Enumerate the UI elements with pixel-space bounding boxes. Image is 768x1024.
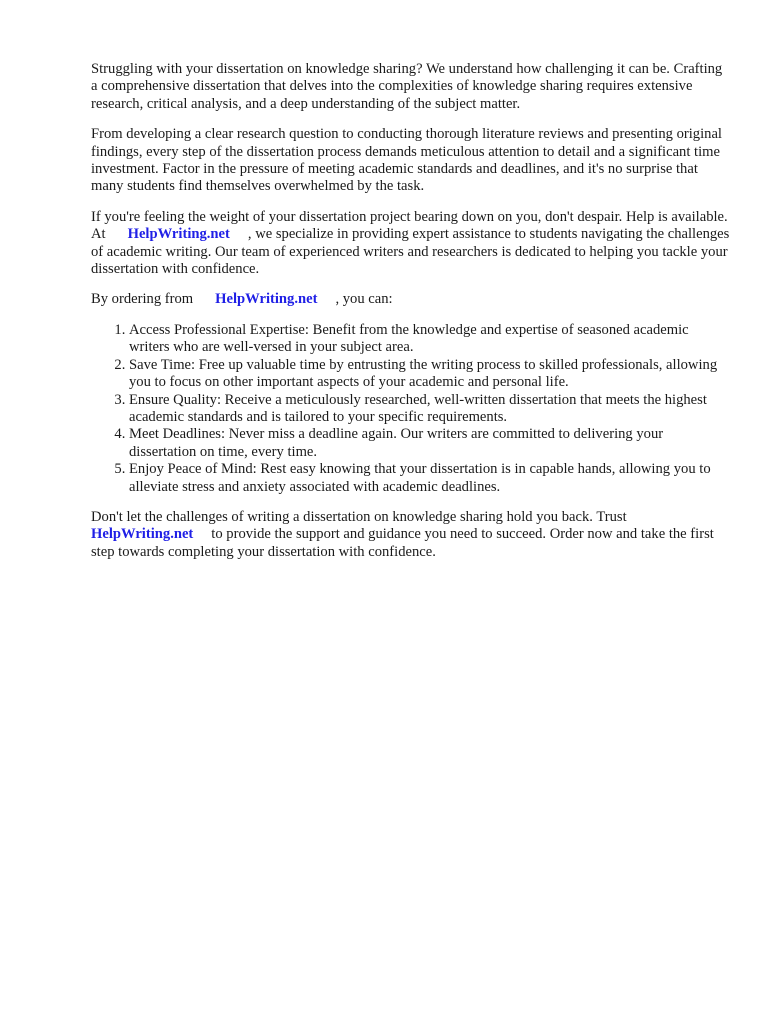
- process-paragraph: From developing a clear research question to conducting thorough literature reviews and presenting original findings, every step of the dissertation process demands meticulous attention to detail and a significant time investment. Factor in the pressure of meeting academic standards and deadlines, and it's no surprise that many students find themselves overwhelmed by the task.: [91, 126, 722, 195]
- helpwriting-link[interactable]: HelpWriting.net: [91, 526, 194, 543]
- list-item: 1. Access Professional Expertise: Benefit from the knowledge and expertise of seasoned academic writers who are well-versed in your subject area.: [129, 322, 731, 357]
- list-item: 5. Enjoy Peace of Mind: Rest easy knowing that your dissertation is in capable hands, allowing you to alleviate stress and anxiety associated with academic deadlines.: [129, 461, 731, 496]
- helpwriting-link[interactable]: HelpWriting.net: [127, 226, 230, 243]
- list-item: 4. Meet Deadlines: Never miss a deadline again. Our writers are committed to delivering your dissertation on time, every time.: [129, 426, 731, 461]
- closing-text-before: Don't let the challenges of writing a dissertation on knowledge sharing hold you back. Trust: [91, 508, 627, 525]
- closing-paragraph: [91, 509, 731, 561]
- help-paragraph: [91, 209, 731, 279]
- benefits-list: [91, 322, 731, 496]
- list-item: 2. Save Time: Free up valuable time by entrusting the writing process to skilled professionals, allowing you to focus on other important aspects of your academic and personal life.: [129, 357, 731, 392]
- list-item: 3. Ensure Quality: Receive a meticulously researched, well-written dissertation that meets the highest academic standards and is tailored to your specific requirements.: [129, 392, 731, 427]
- help-text-before: If you're feeling the weight of your dissertation project bearing down on you, don't despair. Help is available. At: [91, 208, 728, 243]
- ordering-paragraph: [91, 291, 731, 308]
- help-text-after: , we specialize in providing expert assistance to students navigating the challenges of academic writing. Our team of experienced writers and researchers is dedicated to helping you tackle your dissertation with confidence.: [91, 226, 730, 278]
- intro-paragraph: Struggling with your dissertation on knowledge sharing? We understand how challenging it can be. Crafting a comprehensive dissertation that delves into the complexities of knowledge sharing requires extensive research, critical analysis, and a deep understanding of the subject matter.: [91, 61, 723, 112]
- ordering-text-after: , you can:: [335, 291, 393, 308]
- document-page: [91, 61, 731, 574]
- helpwriting-link[interactable]: HelpWriting.net: [215, 291, 318, 308]
- ordering-text-before: By ordering from: [91, 291, 194, 308]
- closing-text-after: to provide the support and guidance you need to succeed. Order now and take the first step towards completing your dissertation with confidence.: [91, 526, 714, 560]
